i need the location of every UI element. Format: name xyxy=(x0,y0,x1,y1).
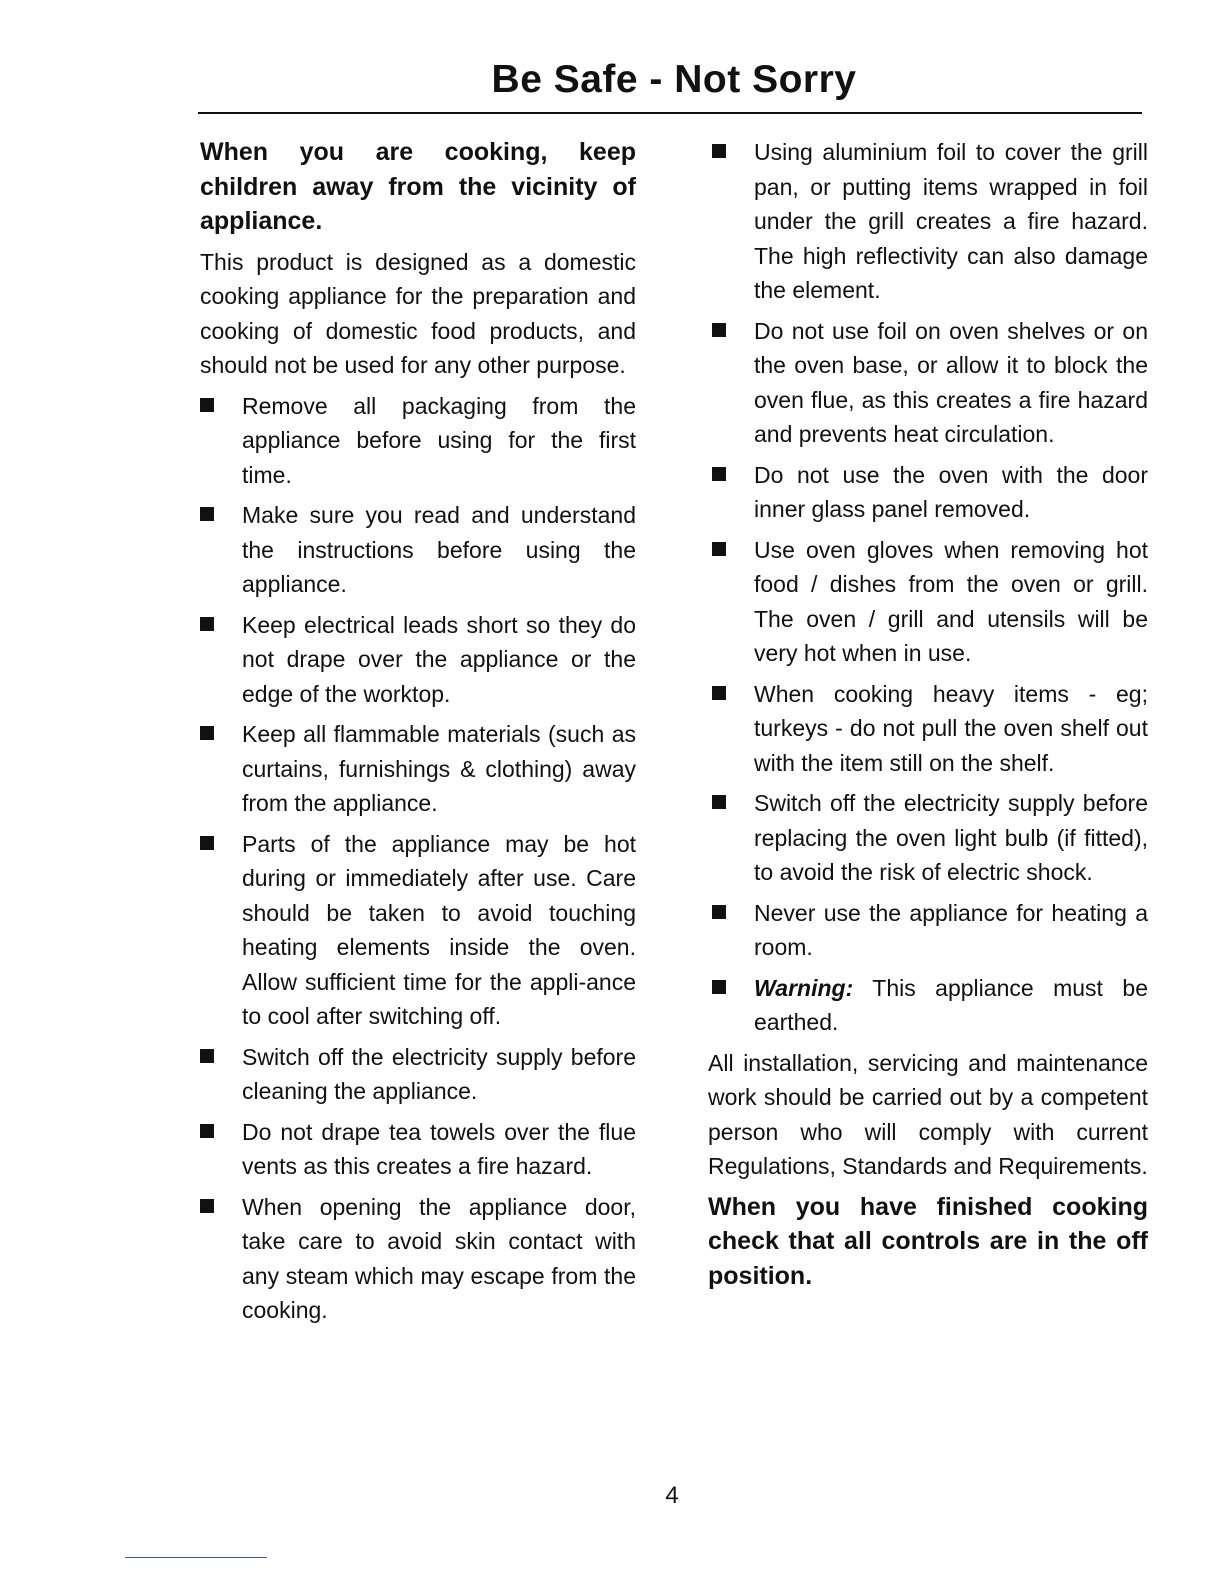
list-item-text: When opening the appliance door, take care to avoid skin contact with any steam which may escape from the cooking. xyxy=(242,1193,636,1323)
list-item xyxy=(200,1115,636,1184)
square-bullet-icon xyxy=(712,905,726,919)
square-bullet-icon xyxy=(200,507,214,521)
list-item-text: Keep all flammable materials (such as curtains, furnishings & clothing) away from the appliance. xyxy=(242,721,636,816)
square-bullet-icon xyxy=(712,795,726,809)
list-item-text: Switch off the electricity supply before replacing the oven light bulb (if fitted), to avoid the risk of electric shock. xyxy=(754,790,1148,885)
list-item xyxy=(708,135,1148,308)
list-item xyxy=(200,827,636,1034)
right-bullet-list xyxy=(708,135,1148,1040)
list-item-text: Do not use the oven with the door inner glass panel removed. xyxy=(754,461,1148,522)
square-bullet-icon xyxy=(712,467,726,481)
intro-paragraph: This product is designed as a domestic cooking appliance for the preparation and cooking of domestic food products, and should not be used for any other purpose. xyxy=(200,248,636,378)
page-title: Be Safe - Not Sorry xyxy=(491,58,857,101)
left-bullet-list xyxy=(200,389,636,1328)
square-bullet-icon xyxy=(712,542,726,556)
footer-line xyxy=(125,1557,267,1558)
list-item-text: Keep electrical leads short so they do not drape over the appliance or the edge of the worktop. xyxy=(242,611,636,707)
list-item xyxy=(708,786,1148,890)
list-item-text: Never use the appliance for heating a room. xyxy=(754,899,1148,960)
list-item-text: Remove all packaging from the appliance before using for the first time. xyxy=(242,392,636,488)
square-bullet-icon xyxy=(200,1124,214,1138)
closing-heading: When you have finished cooking check that all controls are in the off position. xyxy=(708,1192,1148,1290)
square-bullet-icon xyxy=(712,323,726,337)
warning-label: Warning: xyxy=(754,974,854,1001)
square-bullet-icon xyxy=(200,1199,214,1213)
list-item-text: Make sure you read and understand the instructions before using the appliance. xyxy=(242,502,636,597)
list-item-text: Using aluminium foil to cover the grill pan, or putting items wrapped in foil under the grill creates a fire hazard. The high reflectivity can also damage the element. xyxy=(754,139,1148,303)
square-bullet-icon xyxy=(200,1049,214,1063)
square-bullet-icon xyxy=(200,617,214,631)
list-item-text: Use oven gloves when removing hot food / dishes from the oven or grill. The oven / grill and utensils will be very hot when in use. xyxy=(754,536,1148,666)
square-bullet-icon xyxy=(200,398,214,412)
list-item xyxy=(200,608,636,712)
list-item xyxy=(708,896,1148,965)
list-item xyxy=(708,458,1148,527)
square-bullet-icon xyxy=(712,980,726,994)
title-rule xyxy=(198,112,1142,114)
list-item xyxy=(200,389,636,493)
page-number: 4 xyxy=(665,1482,679,1509)
warning-text: This appliance must be earthed. xyxy=(754,974,1148,1035)
warning-item xyxy=(708,971,1148,1040)
list-item-text: When cooking heavy items - eg; turkeys - do not pull the oven shelf out with the item still on the shelf. xyxy=(754,680,1148,776)
right-column xyxy=(708,135,1148,1299)
list-item xyxy=(200,717,636,821)
list-item-text: Do not drape tea towels over the flue vents as this creates a fire hazard. xyxy=(242,1118,636,1179)
square-bullet-icon xyxy=(712,144,726,158)
square-bullet-icon xyxy=(200,726,214,740)
list-item-text: Parts of the appliance may be hot during or immediately after use. Care should be taken to avoid touching heating elements inside the oven. Allow sufficient time for the appli-ance to cool after switching off. xyxy=(242,830,636,1029)
list-item xyxy=(200,1040,636,1109)
list-item xyxy=(200,498,636,602)
list-item xyxy=(708,677,1148,781)
list-item xyxy=(708,533,1148,671)
left-heading: When you are cooking, keep children away from the vicinity of appliance. xyxy=(200,138,636,235)
list-item xyxy=(200,1190,636,1328)
left-column xyxy=(200,135,636,1334)
list-item-text: Do not use foil on oven shelves or on the oven base, or allow it to block the oven flue, as this creates a fire hazard and prevents heat circulation. xyxy=(754,317,1148,447)
square-bullet-icon xyxy=(200,836,214,850)
installation-paragraph: All installation, servicing and maintenance work should be carried out by a competent person who will comply with current Regulations, Standards and Requirements. xyxy=(708,1049,1148,1179)
list-item xyxy=(708,314,1148,452)
list-item-text: Switch off the electricity supply before cleaning the appliance. xyxy=(242,1043,636,1104)
square-bullet-icon xyxy=(712,686,726,700)
